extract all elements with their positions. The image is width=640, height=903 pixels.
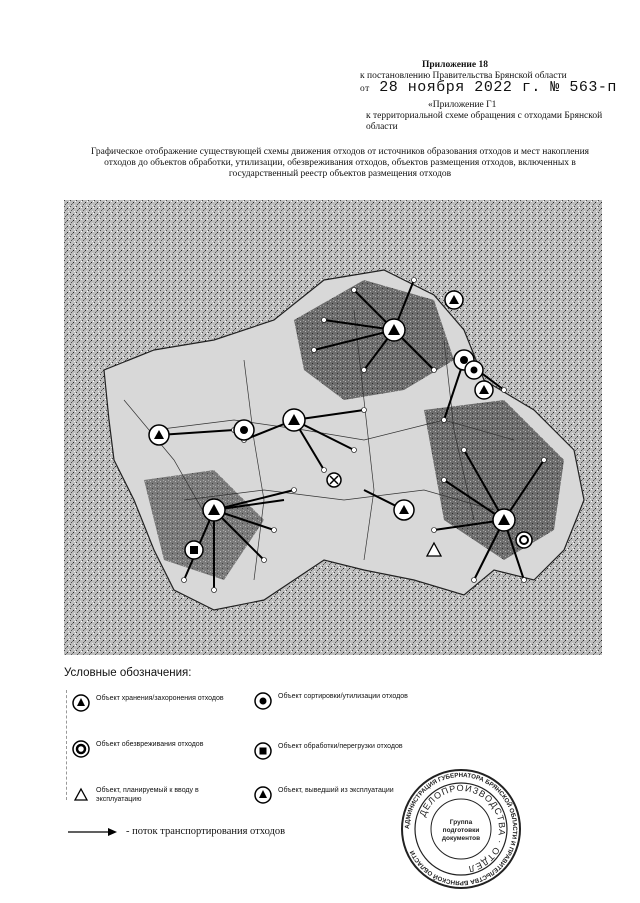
decree-date: 28 ноября 2022 г. [379, 79, 541, 96]
inner-appendix-header [366, 100, 626, 133]
legend-label: Объект обработки/перегрузки отходов [278, 743, 403, 750]
flow-arrow-icon [68, 827, 118, 837]
legend-label: Объект, планируемый к вводу в эксплуатацию [96, 787, 199, 803]
legend-label: Объект сортировки/утилизации отходов [278, 693, 408, 700]
legend-label: Объект, выведший из эксплуатации [278, 787, 394, 794]
document-title: Графическое отображение существующей схемы движения отходов от источников образования отходов и мест накопления отходов до объектов обработки, утилизации, обезвреживания отходов, объектов размещения отходов, включенных в государственный реестр объектов размещения отходов [90, 147, 590, 179]
storage-triangle-icon [203, 499, 225, 521]
legend-item-planned [72, 786, 232, 804]
storage-triangle-icon [383, 319, 405, 341]
inner-appendix-reference: к территориальной схеме обращения с отходами Брянской области [366, 111, 603, 132]
svg-text:Группа: Группа [449, 819, 473, 826]
legend-item-storage [72, 694, 232, 712]
legend-item-decommissioned [254, 786, 414, 804]
svg-text:подготовки: подготовки [442, 827, 480, 834]
legend-item-flow [68, 826, 285, 837]
neutralization-icon [516, 532, 532, 548]
storage-triangle-icon [493, 509, 515, 531]
legend-divider [66, 690, 68, 800]
flow-legend-label: - поток транспортирования отходов [126, 826, 286, 837]
appendix-reference: к постановлению Правительства Брянской области [360, 71, 567, 81]
legend-item-neutralization [72, 740, 252, 758]
sorting-recycle-icon [465, 361, 483, 379]
svg-text:АДМИНИСТРАЦИЯ ГУБЕРНАТОРА БРЯН: АДМИНИСТРАЦИЯ ГУБЕРНАТОРА БРЯНСКОЙ ОБЛАСТИ И ПРАВИТЕЛЬСТВА БРЯНСКОЙ ОБЛАСТИ [403, 771, 519, 887]
storage-triangle-icon [283, 409, 305, 431]
storage-triangle-icon [149, 425, 169, 445]
storage-triangle-icon [475, 381, 493, 399]
storage-triangle-icon [445, 291, 463, 309]
date-prefix: от [360, 84, 370, 94]
legend-item-processing [254, 742, 434, 760]
planned-triangle-icon [72, 786, 90, 804]
legend-label: Объект обезвреживания отходов [96, 741, 204, 748]
appendix-header [360, 60, 630, 95]
processing-transfer-icon [254, 742, 272, 760]
official-stamp [400, 768, 522, 890]
storage-triangle-icon [72, 694, 90, 712]
svg-text:ДЕЛОПРОИЗВОДСТВА · ОТДЕЛ: ДЕЛОПРОИЗВОДСТВА · ОТДЕЛ [417, 782, 508, 875]
legend-item-sorting [254, 692, 424, 710]
inner-appendix-title: «Приложение Г1 [428, 100, 497, 110]
svg-text:документов: документов [441, 835, 481, 842]
decree-date-line [360, 79, 630, 96]
appendix-title: Приложение 18 [421, 60, 488, 70]
waste-flow-map [64, 200, 602, 655]
legend-label: Объект хранения/захоронения отходов [96, 695, 224, 702]
storage-triangle-icon [394, 500, 414, 520]
decree-number: № 563-п [550, 79, 617, 96]
sorting-recycle-icon [234, 420, 254, 440]
neutralization-icon [72, 740, 90, 758]
processing-transfer-icon [185, 541, 203, 559]
decommissioned-icon [254, 786, 272, 804]
sorting-recycle-icon [254, 692, 272, 710]
decommissioned-icon [327, 473, 341, 487]
legend-title: Условные обозначения: [64, 667, 192, 679]
